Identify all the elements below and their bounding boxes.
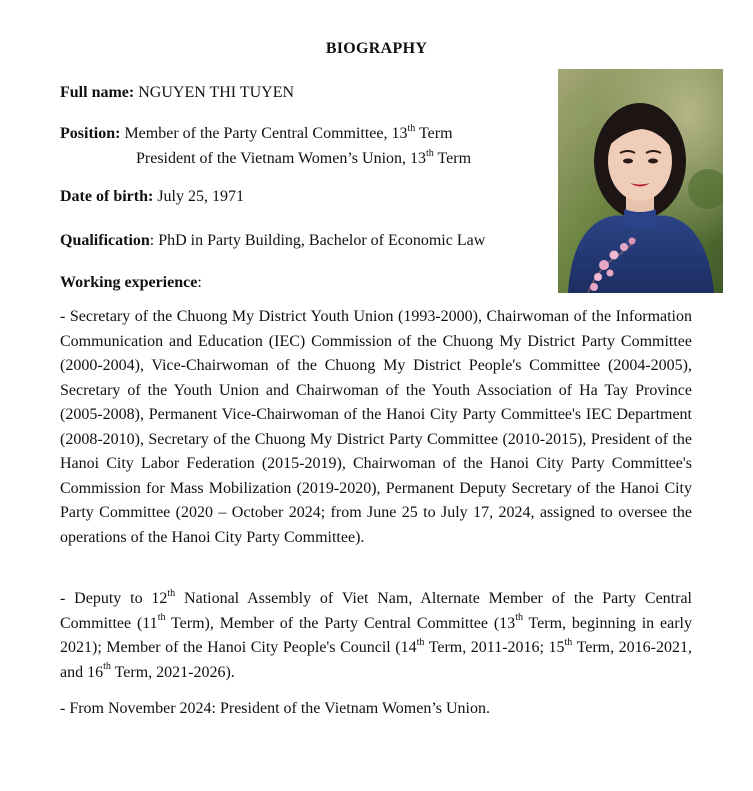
para2-sup-4: th [416,636,425,648]
experience-colon: : [197,274,202,291]
position-line-1-sup: th [407,122,416,134]
position-line-2-term: Term [433,150,472,167]
full-name-value: NGUYEN THI TUYEN [138,84,295,101]
position-row [60,122,453,143]
dob-value: July 25, 1971 [157,188,244,205]
qualification-label: Qualification [60,232,150,249]
para2-sup-5: th [564,636,573,648]
experience-paragraph-3: - From November 2024: President of the Vietnam Women’s Union. [60,700,490,717]
document-title: BIOGRAPHY [325,40,428,57]
para2-sup-1: th [167,587,176,599]
full-name-row [60,84,294,102]
dob-label: Date of birth: [60,188,154,205]
experience-heading [60,274,202,292]
position-line-2-sup: th [426,147,434,159]
experience-label: Working experience [60,274,198,291]
position-line-1-term: Term [415,125,453,142]
para2-text-b: National Assembly of Viet Nam, Alternate Member of the Party Central Committee (11 [60,590,692,632]
full-name-label: Full name: [60,84,135,101]
para2-text-a: - Deputy to 12 [60,590,168,607]
para2-text-g: Term, 2021-2026). [110,663,235,681]
para2-sup-6: th [103,661,111,673]
experience-paragraph-1: - Secretary of the Chuong My District Youth Union (1993-2000), Chairwoman of the Information Communication and Education (IEC) Commission of the Chuong My District Party Committee (2000-2004), Vice-Chairwoman of the Chuong My District People's Committee (2004-2005), Secretary of the Youth Union and Chairwoman of the Youth Association of Ha Tay Province (2005-2008), Permanent Vice-Chairwoman of the Hanoi City Party Committee's IEC Department (2008-2010), Secretary of the Chuong My District Party Committee (2010-2015), President of the Hanoi City Labor Federation (2015-2019), Chairwoman of the Hanoi City Party Committee's Commission for Mass Mobilization (2019-2020), Permanent Deputy Secretary of the Hanoi City Party Committee (2020 – October 2024; from June 25 to July 17, 2024, assigned to oversee the operations of the Hanoi City Party Committee). [60,308,692,546]
para2-text-d: Term, beginning in early 2021); Member of the Hanoi City People's Council (14 [60,614,693,656]
para2-text-f: Term, 2016-2021, and 16 [60,639,693,681]
dob-row [60,188,244,206]
position-line-1 [124,122,453,142]
position-label: Position: [60,125,121,142]
position-line-2 [136,147,472,168]
para2-text-e: Term, 2011-2016; 15 [424,639,565,656]
experience-paragraph-2 [60,587,692,685]
position-line-1-text: Member of the Party Central Committee, 13 [124,125,408,142]
para2-text-c: Term), Member of the Party Central Committee (13 [165,614,516,632]
qualification-row [60,232,485,250]
para2-sup-2: th [157,612,166,624]
portrait-photo [558,69,723,293]
position-line-2-text: President of the Vietnam Women’s Union, 13 [136,150,427,167]
para2-sup-3: th [515,612,523,624]
qualification-value: : PhD in Party Building, Bachelor of Economic Law [149,232,486,249]
